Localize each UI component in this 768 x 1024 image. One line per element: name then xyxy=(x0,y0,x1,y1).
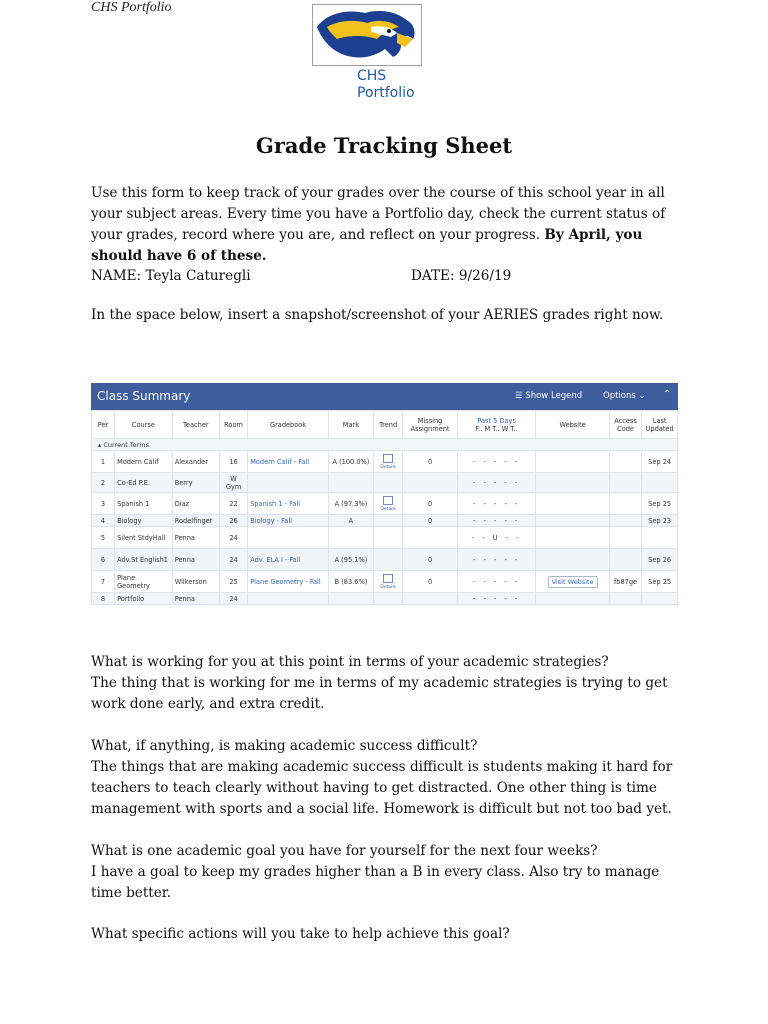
cell-trend xyxy=(373,473,402,493)
cell-access-code xyxy=(609,549,641,571)
cell-mark: A (97.3%) xyxy=(328,493,373,515)
cell-last-updated: Sep 26 xyxy=(642,549,678,571)
cell-course: Portfolio xyxy=(115,593,173,605)
cell-teacher: Penna xyxy=(172,593,219,605)
details-label: Details xyxy=(380,464,396,470)
cell-gradebook xyxy=(248,527,329,549)
class-summary-screenshot xyxy=(91,383,678,629)
col-gradebook: Gradebook xyxy=(248,411,329,439)
cell-mark: A (95.1%) xyxy=(328,549,373,571)
cell-missing xyxy=(403,473,458,493)
cell-missing: 0 xyxy=(403,515,458,527)
cell-website xyxy=(536,493,609,515)
cell-gradebook[interactable]: Modern Calif - Fall xyxy=(248,451,329,473)
cell-mark: A (100.0%) xyxy=(328,451,373,473)
past-5-days-weekdays: F.. M T.. W T.. xyxy=(475,424,518,433)
cell-teacher: Berry xyxy=(172,473,219,493)
cell-last-updated xyxy=(642,593,678,605)
cell-teacher: Diaz xyxy=(172,493,219,515)
cell-access-code xyxy=(609,451,641,473)
past-5-days-label: Past 5 Days xyxy=(477,416,516,425)
cell-mark xyxy=(328,593,373,605)
logo-caption xyxy=(357,68,415,102)
cell-mark: B (83.6%) xyxy=(328,571,373,593)
cell-access-code xyxy=(609,593,641,605)
cell-room: 22 xyxy=(219,493,247,515)
cell-room: 16 xyxy=(219,451,247,473)
col-missing: Missing Assignment xyxy=(403,411,458,439)
cell-course: Silent StdyHall xyxy=(115,527,173,549)
col-mark: Mark xyxy=(328,411,373,439)
cell-last-updated: Sep 23 xyxy=(642,515,678,527)
cell-teacher: Penna xyxy=(172,527,219,549)
current-terms-row[interactable] xyxy=(92,439,678,451)
cell-missing xyxy=(403,527,458,549)
cell-teacher: Rodelfinger xyxy=(172,515,219,527)
cell-per: 6 xyxy=(92,549,115,571)
details-label: Details xyxy=(380,506,396,512)
cell-last-updated: Sep 25 xyxy=(642,571,678,593)
cell-missing: 0 xyxy=(403,571,458,593)
visit-website-button[interactable]: Visit Website xyxy=(548,576,598,588)
cell-trend xyxy=(373,593,402,605)
question-3: What is one academic goal you have for yourself for the next four weeks? xyxy=(91,843,598,859)
cell-course: Adv.St English1 xyxy=(115,549,173,571)
col-past-5-days xyxy=(457,411,536,439)
cell-past-5-days: - - U - - xyxy=(457,527,536,549)
cell-per: 3 xyxy=(92,493,115,515)
table-row xyxy=(92,549,678,571)
logo-caption-line2: Portfolio xyxy=(357,85,415,101)
class-summary-header-bar xyxy=(91,383,678,410)
cell-website xyxy=(536,473,609,493)
class-summary-title: Class Summary xyxy=(97,389,191,403)
cell-last-updated: Sep 25 xyxy=(642,493,678,515)
cell-teacher: Wilkerson xyxy=(172,571,219,593)
cell-gradebook[interactable]: Plane Geometry - Fall xyxy=(248,571,329,593)
cell-website xyxy=(536,593,609,605)
school-logo xyxy=(312,4,422,66)
cell-past-5-days: - - - - - xyxy=(457,571,536,593)
cell-room: 26 xyxy=(219,515,247,527)
cell-past-5-days: - - - - - xyxy=(457,549,536,571)
col-last-updated: Last Updated xyxy=(642,411,678,439)
cell-room: W Gym xyxy=(219,473,247,493)
cell-per: 1 xyxy=(92,451,115,473)
cell-course: Biology xyxy=(115,515,173,527)
cell-per: 7 xyxy=(92,571,115,593)
answer-2: The things that are making academic success difficult is students making it hard for teachers to teach clearly without having to get distracted. One other thing is time management with sports and a social life. Homework is difficult but not too bad yet. xyxy=(91,759,673,817)
cell-teacher: Penna xyxy=(172,549,219,571)
cell-teacher: Alexander xyxy=(172,451,219,473)
cell-past-5-days: - - - - - xyxy=(457,451,536,473)
cell-room: 24 xyxy=(219,527,247,549)
cell-past-5-days: - - - - - xyxy=(457,593,536,605)
col-access-code: Access Code xyxy=(609,411,641,439)
cell-missing: 0 xyxy=(403,493,458,515)
cell-past-5-days: - - - - - xyxy=(457,473,536,493)
cell-gradebook xyxy=(248,473,329,493)
cell-course: Spanish 1 xyxy=(115,493,173,515)
cell-website xyxy=(536,571,609,593)
cell-missing xyxy=(403,593,458,605)
col-website: Website xyxy=(536,411,609,439)
cell-per: 4 xyxy=(92,515,115,527)
cell-last-updated xyxy=(642,527,678,549)
cell-per: 5 xyxy=(92,527,115,549)
cell-trend[interactable] xyxy=(373,493,402,515)
cell-last-updated xyxy=(642,473,678,493)
cell-room: 24 xyxy=(219,593,247,605)
table-row xyxy=(92,515,678,527)
col-teacher: Teacher xyxy=(172,411,219,439)
cell-mark: A xyxy=(328,515,373,527)
cell-missing: 0 xyxy=(403,549,458,571)
question-1: What is working for you at this point in terms of your academic strategies? xyxy=(91,654,609,670)
col-per: Per xyxy=(92,411,115,439)
cell-access-code xyxy=(609,515,641,527)
table-row xyxy=(92,527,678,549)
details-icon[interactable] xyxy=(383,496,393,505)
cell-trend xyxy=(373,549,402,571)
cell-gradebook[interactable]: Adv. ELA I - Fall xyxy=(248,549,329,571)
cell-room: 24 xyxy=(219,549,247,571)
cell-gradebook[interactable]: Biology - Fall xyxy=(248,515,329,527)
cell-gradebook xyxy=(248,593,329,605)
table-row xyxy=(92,593,678,605)
cell-course: Modern Calif xyxy=(115,451,173,473)
cell-gradebook[interactable]: Spanish 1 - Fall xyxy=(248,493,329,515)
details-icon[interactable] xyxy=(383,574,393,583)
table-row xyxy=(92,451,678,473)
cell-website xyxy=(536,451,609,473)
snapshot-instruction: In the space below, insert a snapshot/screenshot of your AERIES grades right now. xyxy=(91,307,664,323)
cell-course: Co-Ed P.E. xyxy=(115,473,173,493)
answer-1: The thing that is working for me in terms of my academic strategies is trying to get work done early, and extra credit. xyxy=(91,675,668,712)
header-left-text: CHS Portfolio xyxy=(91,0,172,15)
cell-trend[interactable] xyxy=(373,451,402,473)
cell-room: 25 xyxy=(219,571,247,593)
date-field: DATE: 9/26/19 xyxy=(411,268,512,284)
cell-missing: 0 xyxy=(403,451,458,473)
table-row xyxy=(92,571,678,593)
cell-trend xyxy=(373,527,402,549)
cell-access-code xyxy=(609,493,641,515)
options-dropdown[interactable]: Options ⌄ xyxy=(603,391,646,401)
class-summary-table xyxy=(91,410,678,605)
eagle-logo-icon xyxy=(313,5,421,65)
logo-caption-line1: CHS xyxy=(357,68,387,84)
intro-bold-text: By April, you should have 6 of these. xyxy=(91,227,643,264)
intro-text: Use this form to keep track of your grades over the course of this school year in all your subject areas. Every time you have a Portfolio day, check the current status of your grades, record where you are, and reflect on your progress. xyxy=(91,185,666,243)
cell-website xyxy=(536,527,609,549)
cell-per: 8 xyxy=(92,593,115,605)
cell-mark xyxy=(328,527,373,549)
cell-website xyxy=(536,515,609,527)
collapse-chevron-icon[interactable]: ⌃ xyxy=(663,389,672,400)
cell-website xyxy=(536,549,609,571)
cell-access-code: fb87ge xyxy=(609,571,641,593)
table-row xyxy=(92,473,678,493)
cell-mark xyxy=(328,473,373,493)
col-room: Room xyxy=(219,411,247,439)
cell-last-updated: Sep 24 xyxy=(642,451,678,473)
show-legend-button[interactable]: ☰ Show Legend xyxy=(515,391,583,401)
cell-per: 2 xyxy=(92,473,115,493)
cell-trend[interactable] xyxy=(373,571,402,593)
current-terms-label: ▴ Current Terms xyxy=(92,439,678,451)
cell-access-code xyxy=(609,473,641,493)
details-label: Details xyxy=(380,584,396,590)
table-row xyxy=(92,493,678,515)
question-2: What, if anything, is making academic success difficult? xyxy=(91,738,478,754)
details-icon[interactable] xyxy=(383,454,393,463)
cell-course: Plane Geometry xyxy=(115,571,173,593)
name-field: NAME: Teyla Caturegli xyxy=(91,268,251,284)
intro-paragraph xyxy=(91,183,681,267)
cell-trend xyxy=(373,515,402,527)
cell-access-code xyxy=(609,527,641,549)
page-title: Grade Tracking Sheet xyxy=(255,133,513,158)
col-course: Course xyxy=(115,411,173,439)
cell-past-5-days: - - - - - xyxy=(457,515,536,527)
cell-past-5-days: - - - - - xyxy=(457,493,536,515)
question-4: What specific actions will you take to help achieve this goal? xyxy=(91,926,510,942)
col-trend: Trend xyxy=(373,411,402,439)
answer-3: I have a goal to keep my grades higher than a B in every class. Also try to manage time better. xyxy=(91,864,660,901)
